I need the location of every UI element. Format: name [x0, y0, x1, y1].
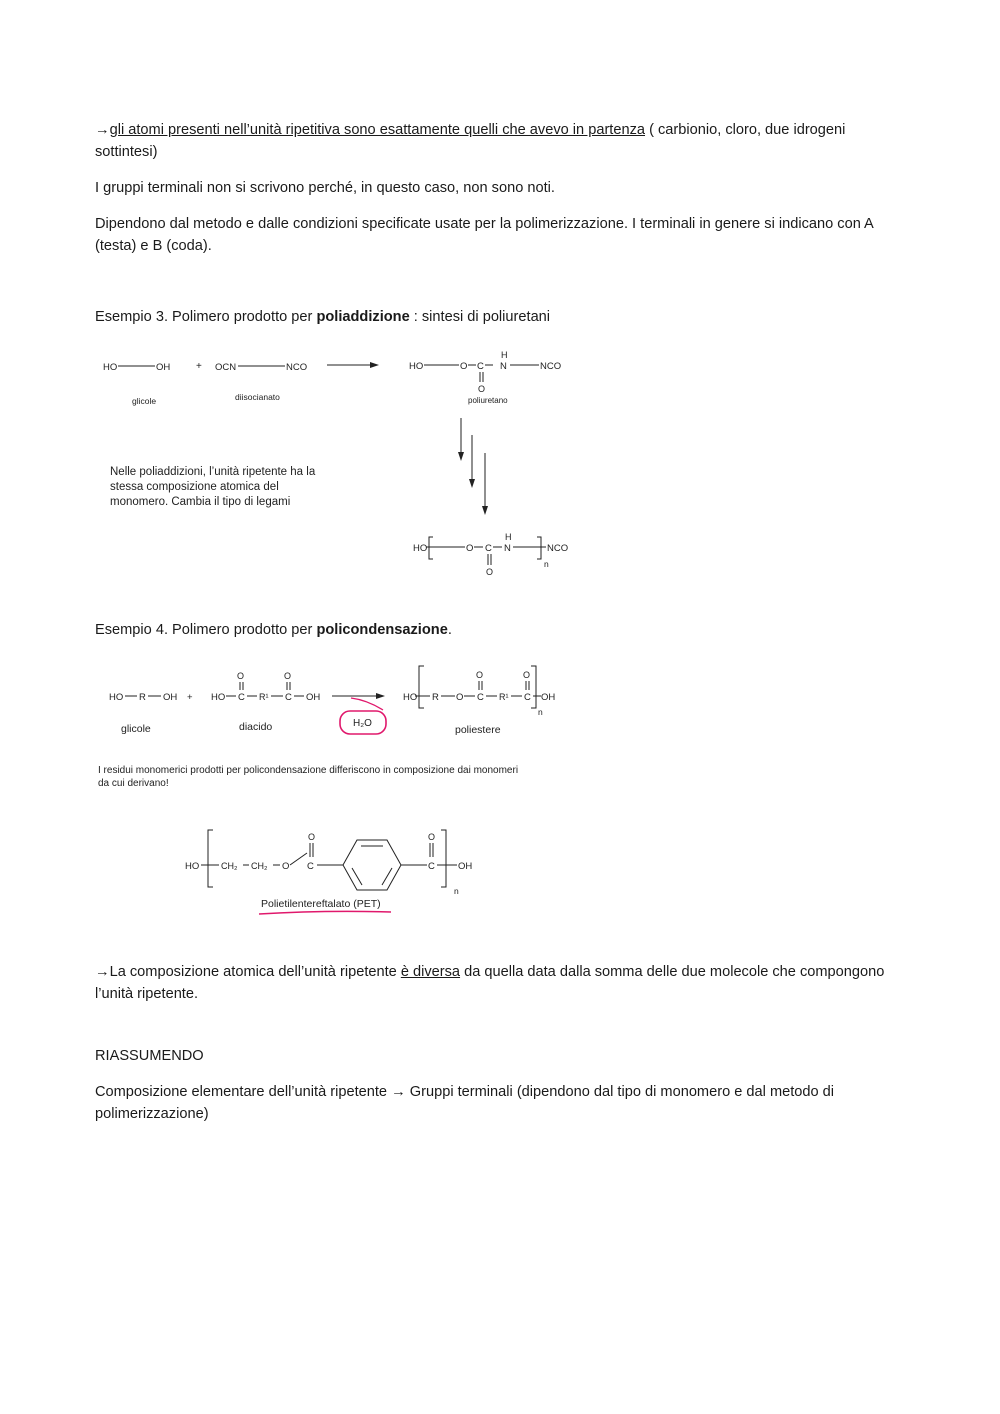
intro-paragraph: [95, 119, 910, 163]
acid-c2: C: [285, 692, 292, 703]
composition-prefix: La composizione atomica dell’unità ripetente: [109, 964, 401, 980]
f2-label-diacido: diacido: [239, 721, 273, 733]
pu-carbonyl-o: O: [478, 384, 486, 394]
composition-underlined: è diversa: [400, 964, 461, 980]
ps-ho: HO: [403, 692, 418, 703]
down-arrowhead-1: [458, 452, 464, 461]
pet-bond-4: [290, 853, 307, 865]
polycondensation-figure: [95, 660, 595, 920]
polyaddition-note-line2: stessa composizione atomica del: [110, 481, 279, 493]
polyaddition-figure: [95, 345, 595, 585]
example3-bold: poliaddizione: [316, 309, 410, 325]
statement-note: ( carbionio, cloro, due idrogeni sottintesi): [95, 122, 846, 160]
f2-plus-sign: +: [187, 692, 193, 703]
example3-prefix: Esempio 3. Polimero prodotto per: [95, 309, 317, 325]
ps-bracket-right: [531, 666, 536, 708]
arrow-icon: →: [391, 1084, 406, 1100]
pet-o-top-1: O: [308, 832, 316, 842]
poly-o: O: [466, 543, 474, 554]
f2-reaction-arrowhead: [376, 693, 385, 699]
acid-o-top-2: O: [284, 671, 292, 681]
glycol-ho: HO: [103, 362, 118, 373]
f2-glycol-ho: HO: [109, 692, 124, 703]
pu-h: H: [501, 350, 508, 360]
benzene-inner-3: [352, 868, 362, 885]
ps-o-top-2: O: [523, 670, 531, 680]
pet-o: O: [282, 861, 290, 872]
ps-r: R: [432, 692, 439, 703]
reaction-arrowhead: [370, 362, 379, 368]
poly-n-subscript: n: [544, 559, 549, 569]
polyaddition-note-line1: Nelle poliaddizioni, l’unità ripetente ha la: [110, 466, 316, 478]
pet-ch2a: CH₂: [221, 861, 238, 871]
benzene-inner-2: [382, 868, 392, 885]
down-arrowhead-3: [482, 506, 488, 515]
water-label: H₂O: [353, 718, 372, 729]
poly-h: H: [505, 532, 512, 542]
example4-prefix: Esempio 4. Polimero prodotto per: [95, 622, 317, 638]
composition-paragraph: [95, 961, 910, 1005]
pet-highlight-underline: [259, 911, 391, 914]
diiso-nco: NCO: [286, 362, 308, 373]
pet-bracket-left: [208, 830, 213, 887]
f2-label-glicole: glicole: [121, 723, 151, 735]
acid-oh: OH: [306, 692, 321, 703]
pu-o: O: [460, 361, 468, 372]
label-glicole: glicole: [132, 396, 157, 406]
ps-n-subscript: n: [538, 707, 543, 717]
acid-o-top-1: O: [237, 671, 245, 681]
example3-heading: [95, 306, 910, 328]
polycondensation-note-line2: da cui derivano!: [98, 778, 169, 789]
pet-ho: HO: [185, 861, 200, 872]
example4-heading: [95, 619, 910, 641]
down-arrowhead-2: [469, 479, 475, 488]
poly-bracket-left: [429, 537, 433, 559]
poly-bracket-right: [537, 537, 541, 559]
poly-nco: NCO: [547, 543, 569, 554]
benzene-ring: [343, 840, 401, 890]
example4-bold: policondensazione: [316, 622, 448, 638]
composition-suffix: da quella data dalla somma delle due molecole che compongono l’unità ripetente.: [95, 964, 885, 1002]
summary-heading: RIASSUMENDO: [95, 1048, 204, 1064]
summary-prefix: Composizione elementare dell’unità ripetente: [95, 1084, 392, 1100]
glycol-oh: OH: [156, 362, 171, 373]
terminal-groups-paragraph: I gruppi terminali non si scrivono perché, in questo caso, non sono noti.: [95, 180, 555, 196]
ps-oh: OH: [541, 692, 556, 703]
f2-label-poliestere: poliestere: [455, 724, 501, 736]
pet-n-subscript: n: [454, 886, 459, 896]
poly-c: C: [485, 543, 492, 554]
ps-c: C: [477, 692, 484, 703]
summary-suffix: Gruppi terminali (dipendono dal tipo di monomero e dal metodo di polimerizzazione): [95, 1084, 835, 1122]
pu-ho: HO: [409, 361, 424, 372]
pet-ch2b: CH₂: [251, 861, 268, 871]
label-poliuretano: poliuretano: [468, 396, 508, 405]
summary-paragraph: [95, 1081, 910, 1125]
arrow-icon: →: [95, 122, 110, 138]
plus-sign: +: [196, 361, 202, 372]
f2-glycol-r: R: [139, 692, 146, 703]
pu-c: C: [477, 361, 484, 372]
acid-ho: HO: [211, 692, 226, 703]
f2-glycol-oh: OH: [163, 692, 178, 703]
label-diisocianato: diisocianato: [235, 392, 280, 402]
underlined-statement: gli atomi presenti nell’unità ripetitiva sono esattamente quelli che avevo in partenza: [109, 122, 646, 138]
ps-r1: R¹: [499, 692, 509, 702]
polycondensation-note-line1: I residui monomerici prodotti per policondensazione differiscono in composizione dai monomeri: [98, 765, 519, 776]
ps-o-top-1: O: [476, 670, 484, 680]
pu-nco: NCO: [540, 361, 562, 372]
arrow-icon: →: [95, 964, 110, 980]
ps-c2: C: [524, 692, 531, 703]
pet-oh: OH: [458, 861, 473, 872]
polyaddition-note-line3: monomero. Cambia il tipo di legami: [110, 496, 291, 508]
pu-n: N: [500, 361, 507, 372]
example4-suffix: .: [447, 622, 452, 638]
ps-o: O: [456, 692, 464, 703]
pet-o-top-2: O: [428, 832, 436, 842]
ps-bracket-left: [419, 666, 424, 708]
poly-carbonyl-o: O: [486, 567, 494, 577]
pet-bracket-right: [441, 830, 446, 887]
acid-r1: R¹: [259, 692, 269, 702]
water-arrow: [351, 698, 383, 710]
example3-suffix: : sintesi di poliuretani: [409, 309, 551, 325]
dependence-paragraph: Dipendono dal metodo e dalle condizioni specificate usate per la polimerizzazione. I terminali in genere si indicano con A (testa) e B (coda).: [95, 216, 873, 254]
poly-n: N: [504, 543, 511, 554]
poly-ho: HO: [413, 543, 428, 554]
pet-c: C: [307, 861, 314, 872]
pet-c2: C: [428, 861, 435, 872]
acid-c: C: [238, 692, 245, 703]
diiso-ocn: OCN: [215, 362, 237, 373]
pet-label: Polietilentereftalato (PET): [261, 898, 381, 910]
